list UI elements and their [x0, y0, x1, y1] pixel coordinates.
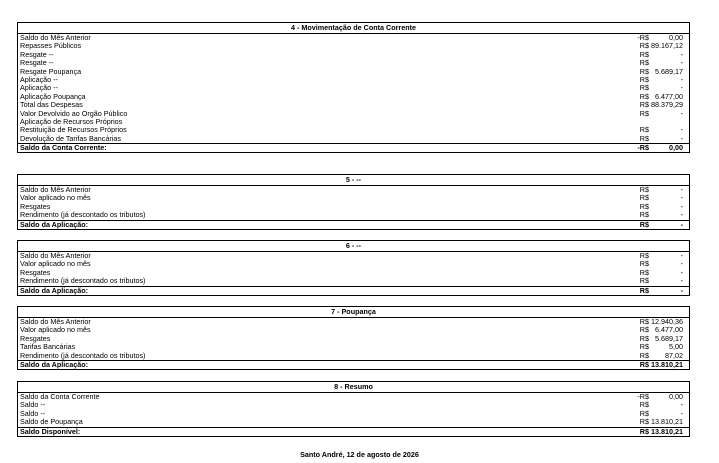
section-resumo: [17, 381, 690, 437]
table-row: [18, 194, 689, 202]
section-aplicacao-5: [17, 174, 690, 230]
currency-symbol: R$: [639, 219, 649, 229]
currency-symbol: R$: [639, 251, 649, 260]
section-conta-corrente: [17, 22, 690, 153]
amount-value: -: [680, 210, 683, 220]
table-row: [18, 252, 689, 260]
currency-symbol: -R$: [637, 33, 649, 42]
row-label: Aplicação Poupança: [20, 91, 86, 101]
amount-value: 5,00: [669, 342, 683, 352]
currency-symbol: R$: [639, 342, 649, 352]
amount-value: 13.810,21: [651, 417, 683, 427]
table-row: [18, 42, 689, 50]
row-label: Devolução de Tarifas Bancárias: [20, 133, 121, 143]
section-aplicacao-6: [17, 240, 690, 296]
currency-symbol: R$: [639, 400, 649, 410]
amount-value: 13.810,21: [651, 359, 683, 369]
currency-symbol: R$: [639, 359, 649, 369]
amount-value: -: [680, 408, 683, 418]
total-row: [18, 143, 689, 152]
row-label: Resgate Poupança: [20, 66, 82, 76]
currency-symbol: R$: [639, 267, 649, 277]
row-label: Repasses Públicos: [20, 41, 82, 51]
table-row: [18, 84, 689, 92]
currency-symbol: R$: [639, 333, 649, 343]
section-title: 8 - Resumo: [17, 381, 690, 392]
amount-value: -: [680, 49, 683, 59]
row-label: Valor aplicado no mês: [20, 325, 91, 335]
currency-symbol: R$: [639, 317, 649, 326]
table-row: [18, 393, 689, 401]
currency-symbol: R$: [639, 201, 649, 211]
currency-symbol: R$: [639, 185, 649, 194]
row-label: Resgates: [20, 333, 51, 343]
row-label: Tarifas Bancárias: [20, 342, 76, 352]
currency-symbol: R$: [639, 417, 649, 427]
currency-symbol: R$: [639, 108, 649, 118]
currency-symbol: R$: [639, 41, 649, 51]
amount-value: 5.689,17: [655, 66, 683, 76]
table-row: [18, 93, 689, 101]
currency-symbol: R$: [639, 276, 649, 286]
table-row: [18, 76, 689, 84]
currency-symbol: R$: [639, 193, 649, 203]
row-label: Saldo do Mês Anterior: [20, 33, 91, 42]
place-date-footer: Santo André, 12 de agosto de 2026: [300, 450, 419, 459]
table-row: [18, 335, 689, 343]
amount-value: -: [680, 185, 683, 194]
table-row: [18, 59, 689, 67]
row-label: Resgate --: [20, 49, 54, 59]
row-label: Saldo da Aplicação:: [20, 359, 89, 369]
amount-value: 0,00: [669, 33, 683, 42]
table-row: [18, 51, 689, 59]
amount-value: -: [680, 193, 683, 203]
row-label: Aplicação de Recursos Próprios: [20, 116, 123, 126]
amount-value: 88.379,29: [651, 100, 683, 110]
amount-value: -: [680, 74, 683, 84]
total-row: [18, 286, 689, 295]
amount-value: 12.940,36: [651, 317, 683, 326]
row-label: Rendimento (já descontado os tributos): [20, 276, 146, 286]
table-row: [18, 418, 689, 426]
row-label: Saldo da Conta Corrente:: [20, 143, 107, 153]
amount-value: -: [680, 400, 683, 410]
section-rows: [17, 185, 690, 230]
total-row: [18, 220, 689, 229]
amount-value: -: [680, 267, 683, 277]
table-row: [18, 401, 689, 409]
currency-symbol: R$: [639, 83, 649, 93]
section-rows: [17, 251, 690, 296]
section-title: 7 - Poupança: [17, 306, 690, 317]
currency-symbol: R$: [639, 125, 649, 135]
currency-symbol: R$: [639, 285, 649, 295]
currency-symbol: R$: [639, 58, 649, 68]
currency-symbol: R$: [639, 133, 649, 143]
row-label: Saldo da Conta Corrente: [20, 392, 100, 401]
currency-symbol: R$: [639, 91, 649, 101]
amount-value: -: [680, 276, 683, 286]
table-row: [18, 34, 689, 42]
row-label: Saldo --: [20, 400, 46, 410]
row-label: Rendimento (já descontado os tributos): [20, 210, 146, 220]
currency-symbol: R$: [639, 100, 649, 110]
amount-value: 0,00: [669, 392, 683, 401]
row-label: Resgate --: [20, 58, 54, 68]
currency-symbol: R$: [639, 259, 649, 269]
currency-symbol: R$: [639, 325, 649, 335]
currency-symbol: -R$: [637, 143, 649, 153]
total-row: [18, 360, 689, 369]
row-label: Valor Devolvido ao Orgão Público: [20, 108, 128, 118]
row-label: Saldo do Mês Anterior: [20, 251, 91, 260]
row-label: Restituição de Recursos Próprios: [20, 125, 127, 135]
table-row: [18, 135, 689, 143]
section-rows: [17, 33, 690, 153]
row-label: Valor aplicado no mês: [20, 259, 91, 269]
table-row: [18, 68, 689, 76]
section-rows: [17, 392, 690, 437]
amount-value: -: [680, 133, 683, 143]
amount-value: -: [680, 58, 683, 68]
amount-value: 5.689,17: [655, 333, 683, 343]
table-row: [18, 326, 689, 334]
currency-symbol: R$: [639, 426, 649, 436]
row-label: Saldo --: [20, 408, 46, 418]
amount-value: 87,02: [665, 350, 683, 360]
table-row: [18, 277, 689, 285]
table-row: [18, 260, 689, 268]
row-label: Saldo da Aplicação:: [20, 285, 89, 295]
row-label: Saldo do Mês Anterior: [20, 317, 91, 326]
row-label: Resgates: [20, 201, 51, 211]
row-label: Saldo Disponível:: [20, 426, 81, 436]
currency-symbol: R$: [639, 210, 649, 220]
table-row: [18, 318, 689, 326]
amount-value: 13.810,21: [651, 426, 683, 436]
amount-value: -: [680, 83, 683, 93]
amount-value: 6.477,00: [655, 325, 683, 335]
table-row: [18, 410, 689, 418]
table-row: [18, 186, 689, 194]
amount-value: 89.167,12: [651, 41, 683, 51]
amount-value: -: [680, 285, 683, 295]
row-label: Total das Despesas: [20, 100, 83, 110]
amount-value: -: [680, 259, 683, 269]
row-label: Saldo de Poupança: [20, 417, 83, 427]
section-title: 5 - --: [17, 174, 690, 185]
currency-symbol: R$: [639, 350, 649, 360]
row-label: Resgates: [20, 267, 51, 277]
currency-symbol: R$: [639, 66, 649, 76]
total-row: [18, 427, 689, 436]
amount-value: 0,00: [669, 143, 683, 153]
amount-value: -: [680, 251, 683, 260]
row-label: Rendimento (já descontado os tributos): [20, 350, 146, 360]
row-label: Valor aplicado no mês: [20, 193, 91, 203]
section-poupanca: [17, 306, 690, 370]
table-row: [18, 352, 689, 360]
section-rows: [17, 317, 690, 370]
row-label: Saldo da Aplicação:: [20, 219, 89, 229]
currency-symbol: R$: [639, 408, 649, 418]
row-label: Aplicação --: [20, 83, 58, 93]
currency-symbol: -R$: [637, 392, 649, 401]
row-label: Saldo do Mês Anterior: [20, 185, 91, 194]
amount-value: -: [680, 125, 683, 135]
amount-value: -: [680, 219, 683, 229]
currency-symbol: R$: [639, 74, 649, 84]
amount-value: -: [680, 108, 683, 118]
section-title: 6 - --: [17, 240, 690, 251]
row-label: Aplicação --: [20, 74, 58, 84]
amount-value: -: [680, 201, 683, 211]
section-title: 4 - Movimentação de Conta Corrente: [17, 22, 690, 33]
table-row: [18, 211, 689, 219]
currency-symbol: R$: [639, 49, 649, 59]
amount-value: 6.477,00: [655, 91, 683, 101]
